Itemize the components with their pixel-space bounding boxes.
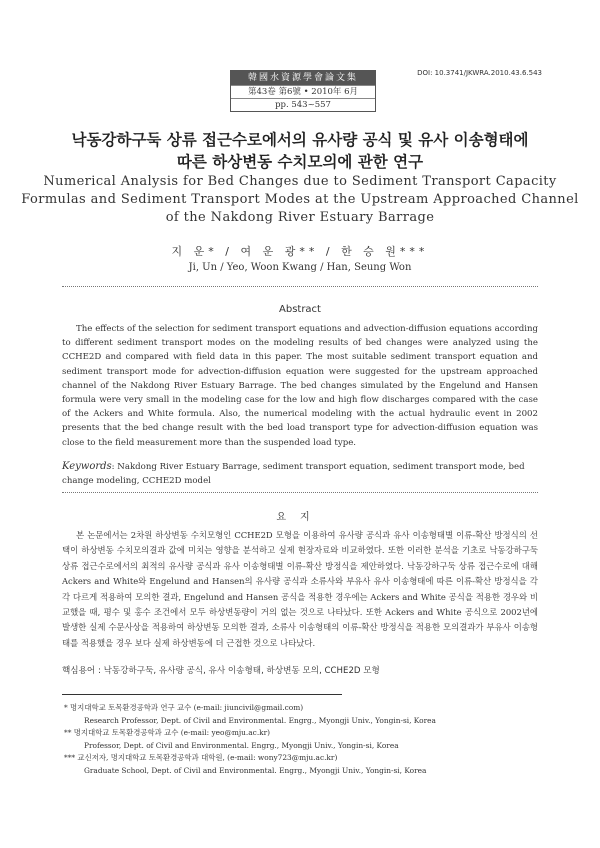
authors-en: Ji, Un / Yeo, Woon Kwang / Han, Seung Won <box>188 262 412 273</box>
keywords-ko: 핵심용어 : 낙동강하구둑, 유사량 공식, 유사 이송형태, 하상변동 모의, CCHE2D 모형 <box>62 666 380 676</box>
keywords-label: Keywords <box>62 461 112 472</box>
title-ko-line-1: 낙동강하구둑 상류 접근수로에서의 유사량 공식 및 유사 이송형태에 <box>71 131 529 149</box>
footnote-1-ko: * 명지대학교 토목환경공학과 연구 교수 (e-mail: jiuncivil@gmail.com) <box>64 703 304 712</box>
journal-pages: pp. 543~557 <box>231 98 375 111</box>
title-en-line-2: Formulas and Sediment Transport Modes at the Upstream Approached Channel <box>21 192 579 207</box>
footnote-2-en: Professor, Dept. of Civil and Environmental. Engrg., Myongji Univ., Yongin-si, Korea <box>84 740 399 750</box>
title-ko-line-2: 따른 하상변동 수치모의에 관한 연구 <box>176 153 424 171</box>
journal-name: 韓國水資源學會論文集 <box>231 71 375 85</box>
divider <box>62 286 538 287</box>
footnote-2-ko: ** 명지대학교 토목환경공학과 교수 (e-mail: yeo@mju.ac.kr) <box>64 728 271 738</box>
journal-volume: 第43卷 第6號 • 2010年 6月 <box>231 85 375 98</box>
title-en-line-1: Numerical Analysis for Bed Changes due to Sediment Transport Capacity <box>43 174 557 189</box>
journal-info-box <box>230 70 376 112</box>
abstract-body: The effects of the selection for sediment transport equations and advection-diffusion equations according to different sediment transport modes on the modeling results of bed changes were analyzed using the CCHE2D and compared with field data in this paper. The most suitable sediment transport equation and sediment transport mode for advection-diffusion equation were suggested for the upstream approached channel of the Nakdong River Estuary Barrage. The bed changes simulated by the Engelund and Hansen formula were very small in the modeling case for the low and high flow discharges compared with the case of the Ackers and White formula. Also, the numerical modeling with the actual hydraulic event in 2002 presents that the bed change result with the bed load transport type for advection-diffusion equation was close to the field measurement more than the suspended load type. <box>62 324 538 448</box>
footnote-1-en: Research Professor, Dept. of Civil and Environmental. Engrg., Myongji Univ., Yongin-si, Korea <box>84 715 436 725</box>
title-en-line-3: of the Nakdong River Estuary Barrage <box>165 210 435 225</box>
doi-label: DOI: 10.3741/JKWRA.2010.43.6.543 <box>417 69 542 77</box>
divider <box>62 492 538 493</box>
yoji-body: 본 논문에서는 2차원 하상변동 수치모형인 CCHE2D 모형을 이용하여 유사량 공식과 유사 이송형태별 이류-확산 방정식의 선택이 하상변동 수치모의결과 값에 미치는 영향을 분석하고 실제 현장자료와 비교하였다. 또한 이러한 분석을 기초로 낙동강하구둑 상류 접근수로에서의 최적의 유사량 공식과 유사 이송형태별 이류-확산 방정식을 제안하였다. 낙동강하구둑 상류 접근수로에 대해 Ackers and White와 Engelund and Hansen의 유사량 공식과 소류사와 부유사 유사 이송형태에 따른 이류-확산 방정식을 각각 다르게 적용하여 모의한 결과, Engelund and Hansen 공식을 적용한 경우에는 Ackers and White 공식을 적용한 경우와 비교했을 때, 평수 및 홍수 조건에서 모두 하상변동량이 거의 없는 것으로 나타났다. 또한 Ackers and White 공식으로 2002년에 발생한 실제 수문사상을 적용하여 하상변동 모의한 결과, 소류사 이송형태의 이류-확산 방정식을 적용한 모의결과가 부유사 이송형태를 적용했을 경우 보다 실제 하상변동에 더 근접한 것으로 나타났다. <box>62 530 538 648</box>
footnote-rule <box>62 694 342 695</box>
yoji-heading: 요지 <box>276 512 324 523</box>
abstract-heading: Abstract <box>279 304 321 315</box>
footnote-3-ko: *** 교신저자, 명지대학교 토목환경공학과 대학원, (e-mail: wony723@mju.ac.kr) <box>64 753 338 763</box>
keywords-text: : Nakdong River Estuary Barrage, sediment transport equation, sediment transport mode, bed change modeling, CCHE2D model <box>62 462 525 487</box>
footnotes <box>64 702 534 778</box>
authors-ko: 지 운* / 여 운 광** / 한 승 원*** <box>171 245 429 258</box>
keywords-en <box>62 460 538 488</box>
footnote-3-en: Graduate School, Dept. of Civil and Environmental. Engrg., Myongji Univ., Yongin-si, Korea <box>84 765 427 775</box>
